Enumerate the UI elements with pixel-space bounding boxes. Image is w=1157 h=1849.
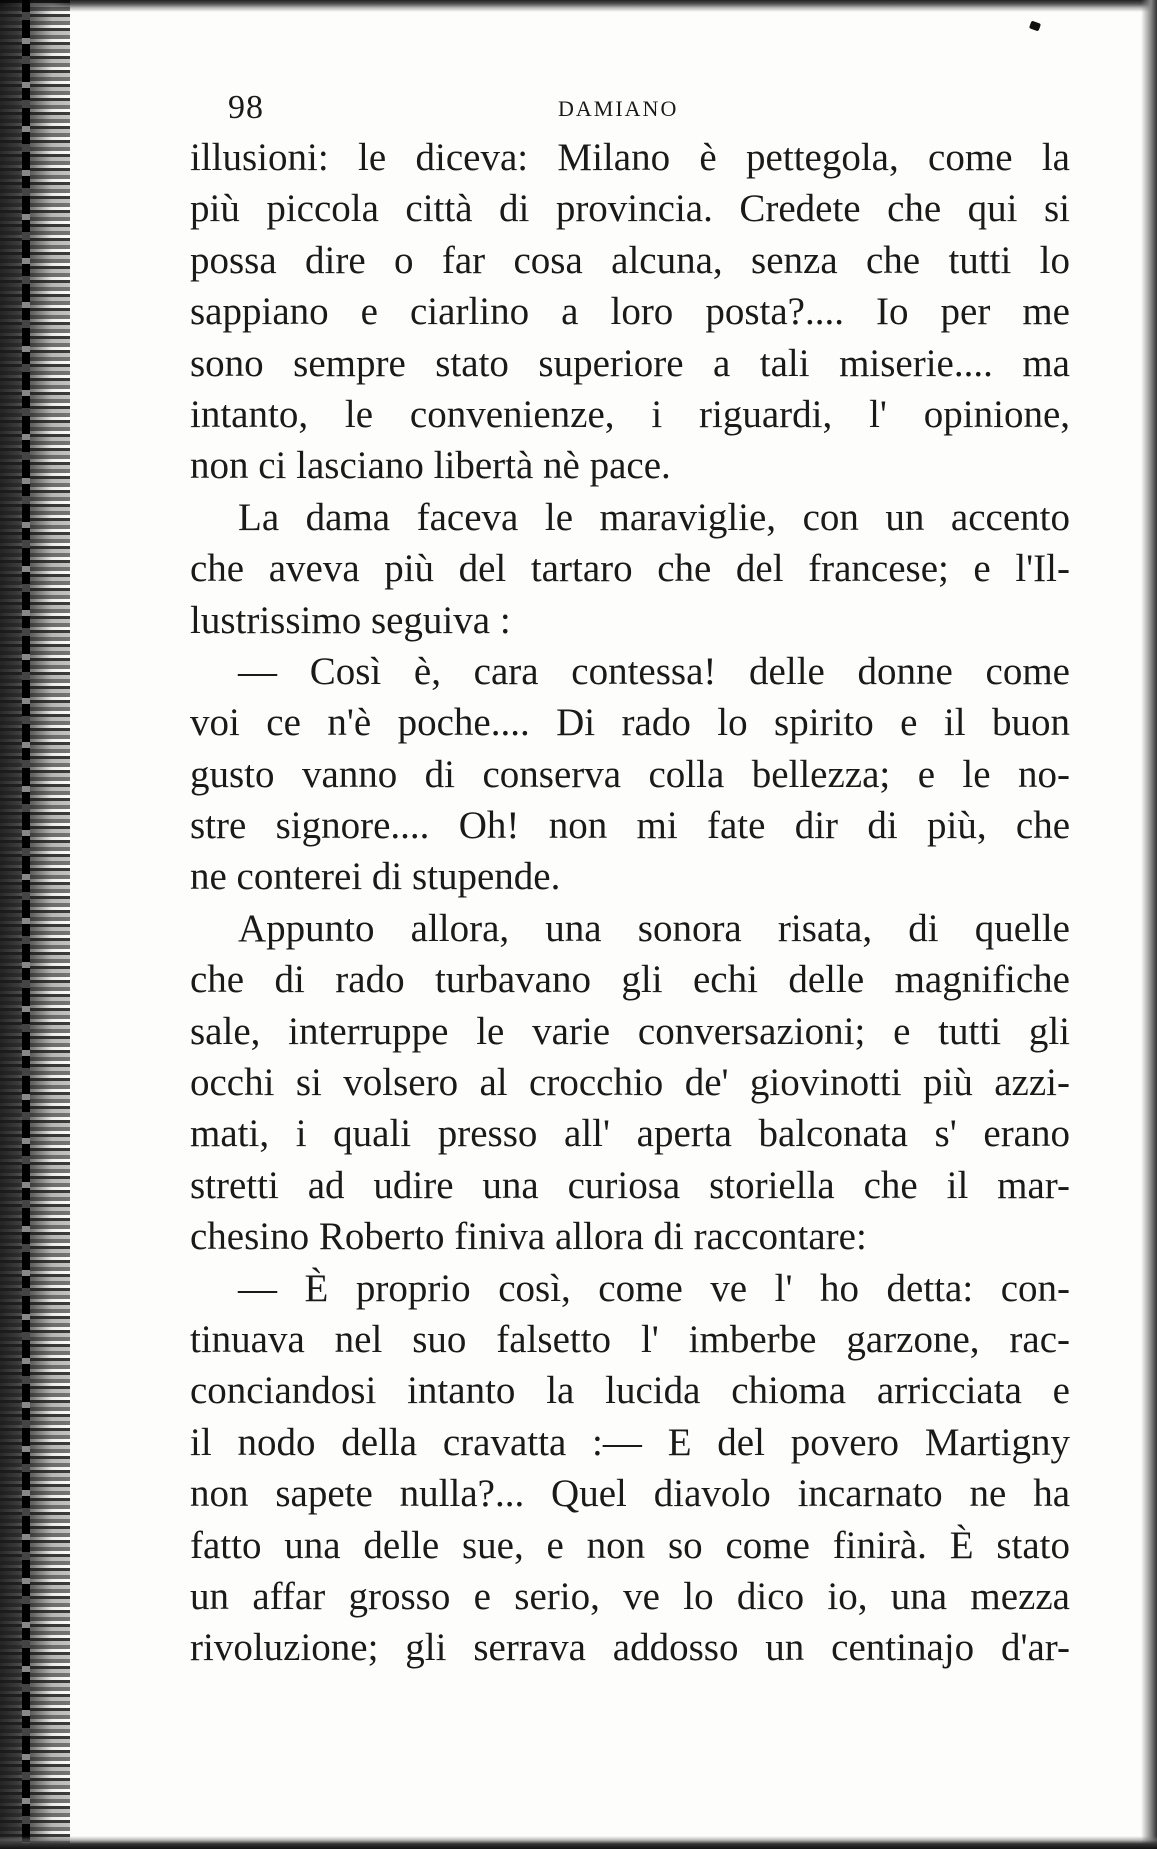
page-header [228, 88, 708, 128]
text-line: — È proprio così, come ve l' ho detta: con- [238, 1266, 1070, 1310]
text-line: Appunto allora, una sonora risata, di quelle [238, 906, 1070, 950]
ink-speck [1029, 21, 1041, 32]
text-line: mati, i quali presso all' aperta balconata s' erano [190, 1112, 1070, 1156]
text-line: sale, interruppe le varie conversazioni; e tutti gli [190, 1009, 1070, 1053]
page-number: 98 [228, 89, 264, 126]
text-line: sono sempre stato superiore a tali miserie.... ma [190, 341, 1070, 385]
text-line: gusto vanno di conserva colla bellezza; e le no- [190, 752, 1070, 796]
body-text [190, 132, 1070, 1674]
text-line: conciandosi intanto la lucida chioma arricciata e [190, 1369, 1070, 1413]
text-line: intanto, le convenienze, i riguardi, l' opinione, [190, 392, 1070, 436]
text-line: che di rado turbavano gli echi delle magnifiche [190, 958, 1070, 1002]
scan-top-border [0, 0, 1157, 12]
text-line: il nodo della cravatta :— E del povero Martigny [190, 1420, 1070, 1464]
text-line: più piccola città di provincia. Credete che qui si [190, 187, 1070, 231]
text-line: chesino Roberto finiva allora di raccontare: [190, 1215, 867, 1259]
text-line: non sapete nulla?... Quel diavolo incarnato ne ha [190, 1472, 1070, 1516]
text-line: La dama faceva le maraviglie, con un accento [238, 495, 1070, 539]
text-line: che aveva più del tartaro che del francese; e l'Il- [190, 547, 1070, 591]
scan-binding-strip [22, 0, 30, 1849]
text-line: ne conterei di stupende. [190, 855, 561, 899]
text-line: — Così è, cara contessa! delle donne come [238, 649, 1070, 693]
text-line: occhi si volsero al crocchio de' giovinotti più azzi- [190, 1061, 1070, 1105]
text-line: non ci lasciano libertà nè pace. [190, 444, 671, 488]
text-line: stretti ad udire una curiosa storiella che il mar- [190, 1163, 1070, 1207]
text-line: illusioni: le diceva: Milano è pettegola, come la [190, 136, 1070, 179]
text-line: possa dire o far cosa alcuna, senza che tutti lo [190, 238, 1070, 282]
text-line: tinuava nel suo falsetto l' imberbe garzone, rac- [190, 1317, 1070, 1361]
text-line: sappiano e ciarlino a loro posta?.... Io per me [190, 290, 1070, 334]
scan-bottom-border [0, 1836, 1157, 1849]
scan-binding-shadow [0, 0, 70, 1849]
text-line: voi ce n'è poche.... Di rado lo spirito e il buon [190, 701, 1070, 745]
text-line: lustrissimo seguiva : [190, 598, 511, 642]
text-line: rivoluzione; gli serrava addosso un centinajo d'ar- [190, 1626, 1070, 1670]
text-line: un affar grosso e serio, ve lo dico io, una mezza [190, 1574, 1070, 1618]
running-head: DAMIANO [558, 96, 679, 121]
scan-right-edge [1141, 0, 1157, 1849]
text-line: fatto una delle sue, e non so come finirà. È stato [190, 1523, 1070, 1567]
text-line: stre signore.... Oh! non mi fate dir di più, che [190, 804, 1070, 848]
